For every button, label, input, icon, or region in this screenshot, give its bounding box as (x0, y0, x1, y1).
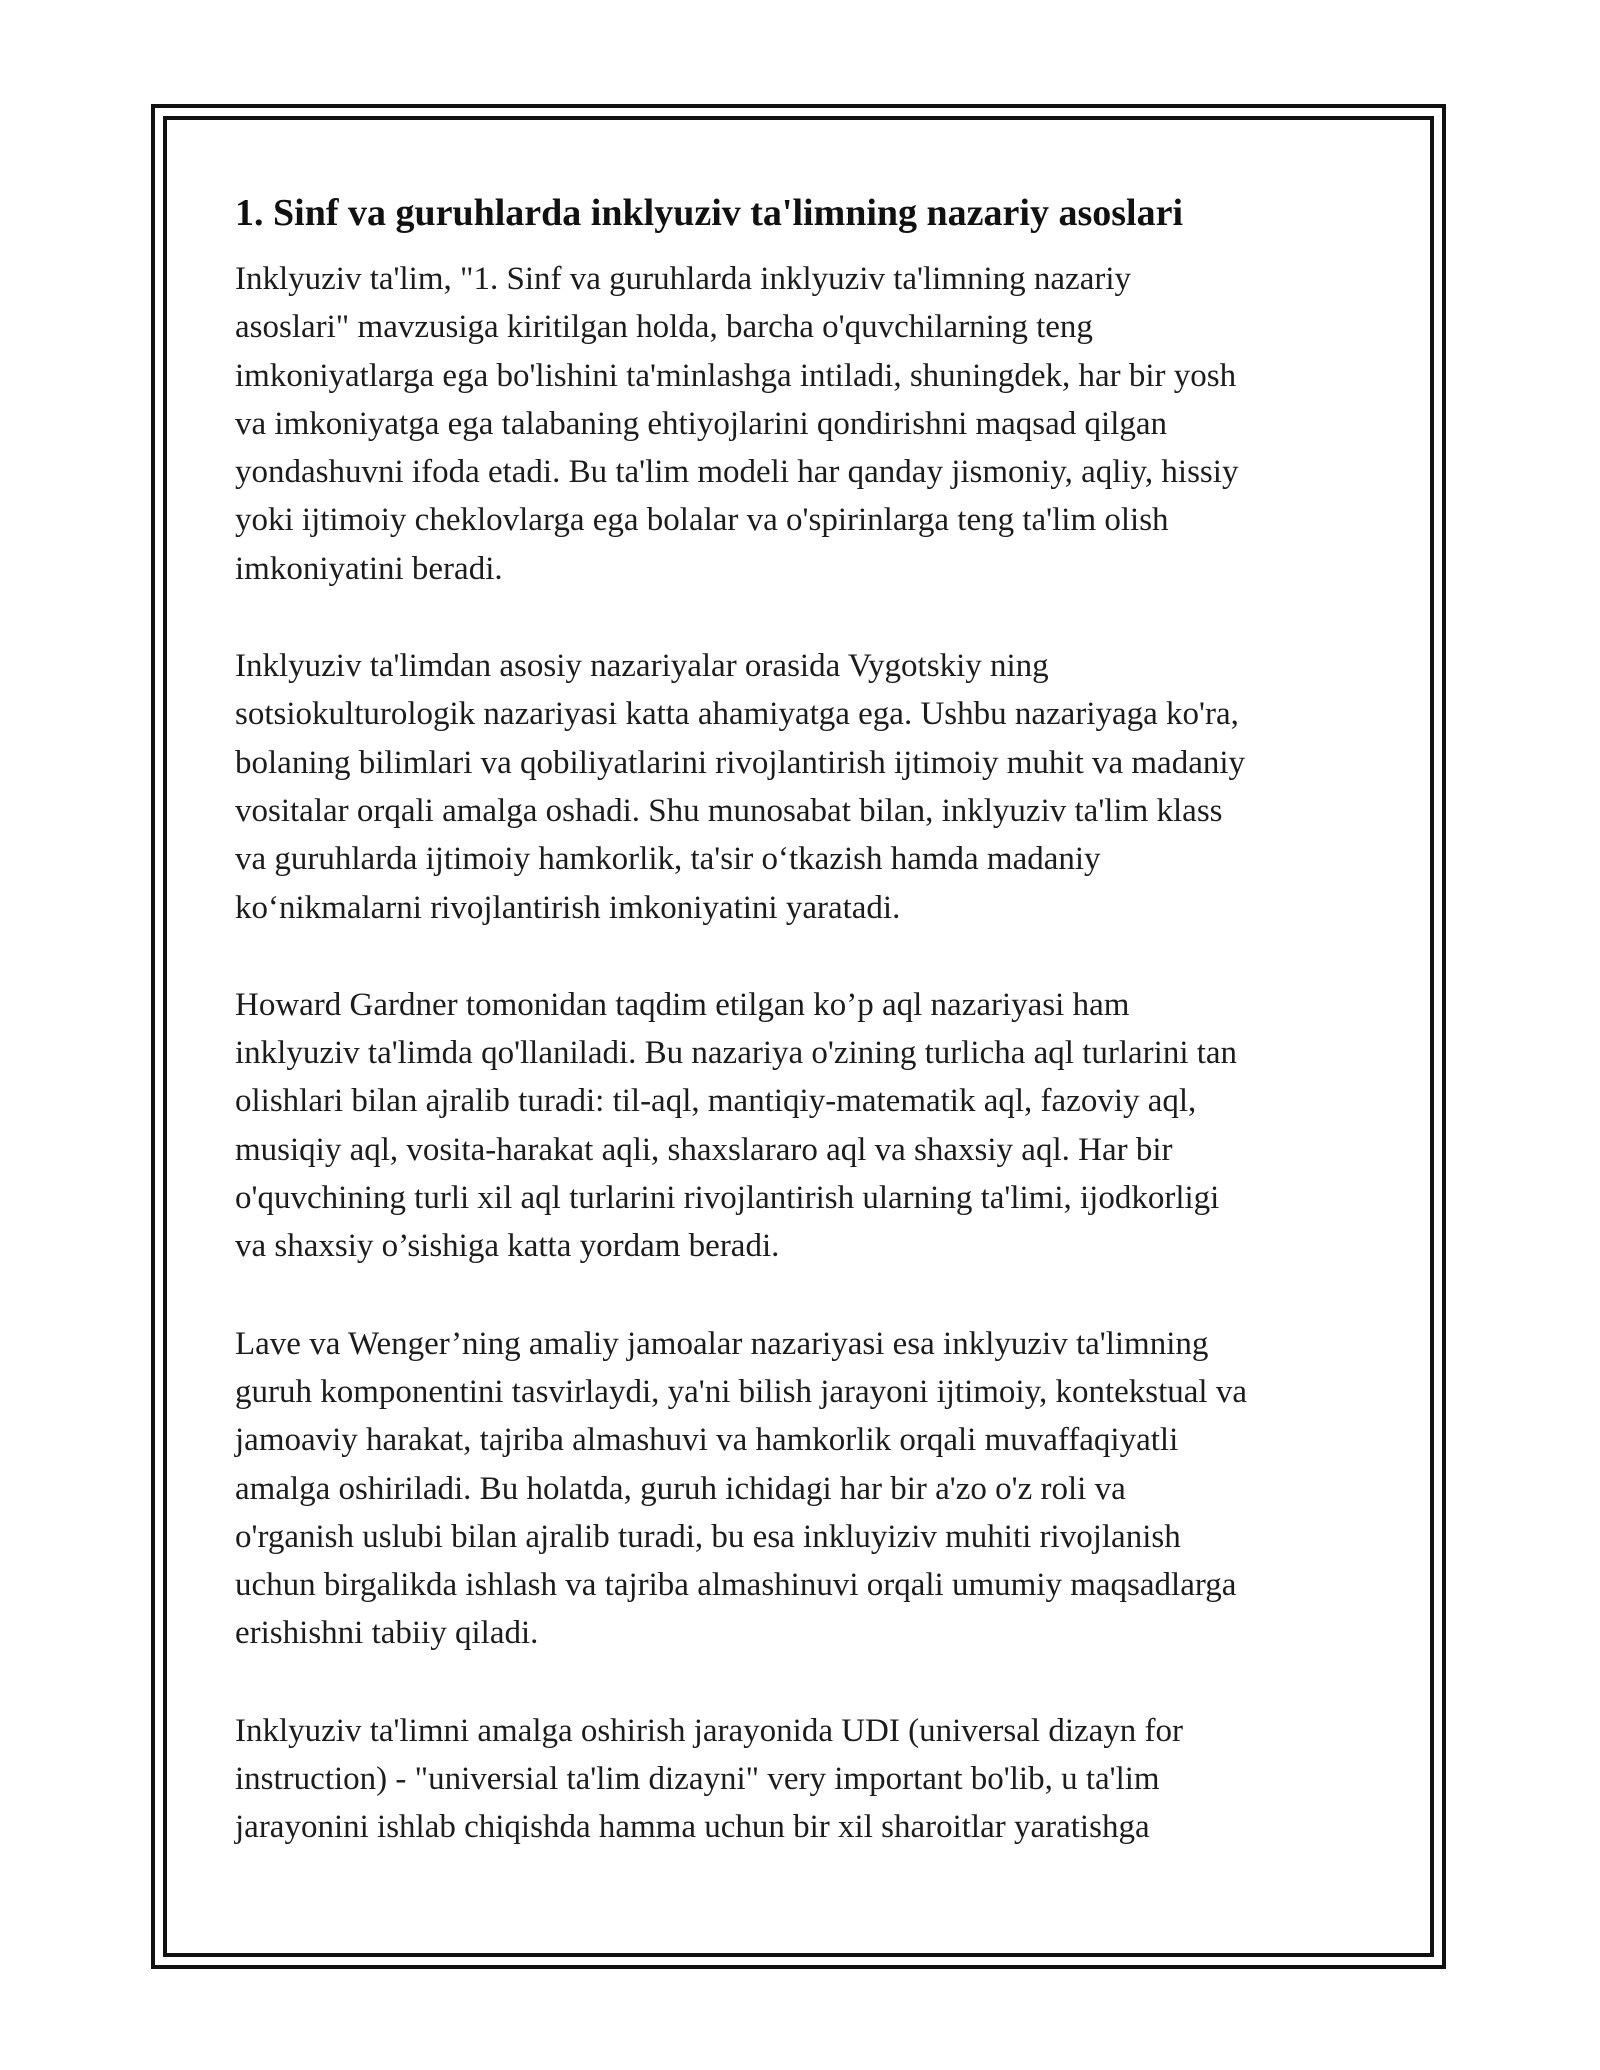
text-line: olishlari bilan ajralib turadi: til-aql, mantiqiy-matematik aql, fazoviy aql, (235, 1083, 1197, 1120)
text-line: jamoaviy harakat, tajriba almashuvi va hamkorlik orqali muvaffaqiyatli (235, 1422, 1179, 1459)
paragraph-lave-wenger-theory (235, 1320, 1370, 1658)
text-line: Inklyuziv ta'limdan asosiy nazariyalar orasida Vygotskiy ning (235, 648, 1049, 685)
text-line: Inklyuziv ta'lim, "1. Sinf va guruhlarda inklyuziv ta'limning nazariy (235, 261, 1131, 297)
text-line: bolaning bilimlari va qobiliyatlarini rivojlantirish ijtimoiy muhit va madaniy (235, 744, 1246, 781)
text-line: inklyuziv ta'limda qo'llaniladi. Bu nazariya o'zining turlicha aql turlarini tan (235, 1035, 1238, 1072)
document-body (235, 185, 1370, 1852)
text-line: va guruhlarda ijtimoiy hamkorlik, ta'sir o‘tkazish hamda madaniy (235, 841, 1101, 878)
text-line: Inklyuziv ta'limni amalga oshirish jarayonida UDI (universal dizayn for (235, 1712, 1184, 1749)
text-line: musiqiy aql, vosita-harakat aqli, shaxslararo aql va shaxsiy aql. Har bir (235, 1131, 1173, 1168)
text-line: imkoniyatlarga ega bo'lishini ta'minlashga intiladi, shuningdek, har bir yosh (235, 357, 1237, 394)
text-line: Lave va Wenger’ning amaliy jamoalar nazariyasi esa inklyuziv ta'limning (235, 1325, 1209, 1362)
text-line: va imkoniyatga ega talabaning ehtiyojlarini qondirishni maqsad qilgan (235, 405, 1168, 442)
text-line: instruction) - "universial ta'lim dizayni" very important bo'lib, u ta'lim (235, 1761, 1160, 1798)
text-line: Howard Gardner tomonidan taqdim etilgan ko’p aql nazariyasi ham (235, 986, 1130, 1023)
text-line: asoslari" mavzusiga kiritilgan holda, barcha o'quvchilarning teng (235, 309, 1093, 346)
section-heading: 1. Sinf va guruhlarda inklyuziv ta'limning nazariy asoslari (235, 192, 1184, 234)
text-line: o'rganish uslubi bilan ajralib turadi, bu esa inkluyiziv muhiti rivojlanish (235, 1518, 1181, 1555)
text-line: guruh komponentini tasvirlaydi, ya'ni bilish jarayoni ijtimoiy, kontekstual va (235, 1373, 1247, 1410)
text-line: yoki ijtimoiy cheklovlarga ega bolalar va o'spirinlarga teng ta'lim olish (235, 502, 1169, 539)
text-line: o'quvchining turli xil aql turlarini rivojlantirish ularning ta'limi, ijodkorligi (235, 1180, 1220, 1217)
text-line: erishishni tabiiy qiladi. (235, 1615, 539, 1652)
text-line: imkoniyatini beradi. (235, 550, 503, 587)
text-line: va shaxsiy o’sishiga katta yordam beradi. (235, 1228, 780, 1265)
paragraph-vygotsky-theory (235, 642, 1370, 932)
text-line: vositalar orqali amalga oshadi. Shu munosabat bilan, inklyuziv ta'lim klass (235, 792, 1223, 829)
text-line: ko‘nikmalarni rivojlantirish imkoniyatini yaratadi. (235, 889, 901, 926)
text-line: yondashuvni ifoda etadi. Bu ta'lim modeli har qanday jismoniy, aqliy, hissiy (235, 454, 1239, 491)
text-line: sotsiokulturologik nazariyasi katta ahamiyatga ega. Ushbu nazariyaga ko'ra, (235, 696, 1239, 733)
paragraph-udi-design (235, 1707, 1370, 1852)
text-line: amalga oshiriladi. Bu holatda, guruh ichidagi har bir a'zo o'z roli va (235, 1470, 1126, 1507)
paragraph-gardner-theory (235, 981, 1370, 1271)
paragraph-inclusive-education-intro (235, 255, 1370, 593)
text-line: uchun birgalikda ishlash va tajriba almashinuvi orqali umumiy maqsadlarga (235, 1567, 1237, 1604)
text-line: jarayonini ishlab chiqishda hamma uchun bir xil sharoitlar yaratishga (235, 1809, 1150, 1846)
